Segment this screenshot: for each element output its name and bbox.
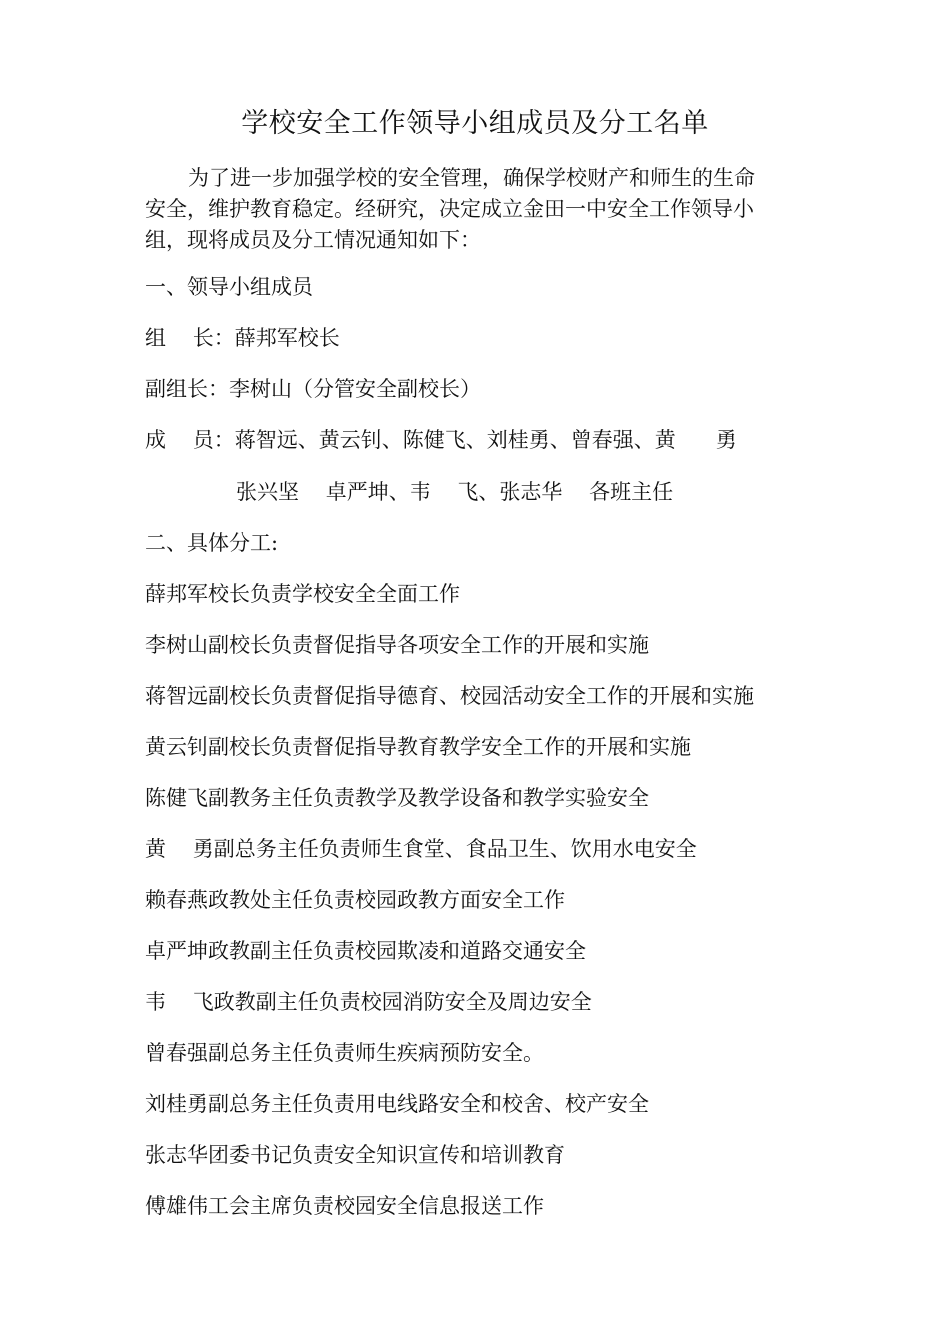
duty-item: 李树山副校长负责督促指导各项安全工作的开展和实施 [145,633,649,657]
deputy-leader-line: 副组长：李树山（分管安全副校长） [145,377,481,401]
duty-item: 刘桂勇副总务主任负责用电线路安全和校舍、校产安全 [145,1092,649,1116]
members-line-continued: 张兴坚 卓严坤、韦 飞、张志华 各班主任 [236,480,674,504]
duty-item: 曾春强副总务主任负责师生疾病预防安全。 [145,1041,544,1065]
duty-item: 傅雄伟工会主席负责校园安全信息报送工作 [145,1194,544,1218]
intro-line: 组，现将成员及分工情况通知如下： [145,228,481,252]
duty-item: 薛邦军校长负责学校安全全面工作 [145,582,460,606]
duty-item: 蒋智远副校长负责督促指导德育、校园活动安全工作的开展和实施 [145,684,754,708]
intro-line: 为了进一步加强学校的安全管理，确保学校财产和师生的生命 [188,166,755,190]
duty-item: 韦 飞政教副主任负责校园消防安全及周边安全 [145,990,592,1014]
duty-item: 张志华团委书记负责安全知识宣传和培训教育 [145,1143,565,1167]
document-title: 学校安全工作领导小组成员及分工名单 [241,108,709,139]
duty-item: 黄 勇副总务主任负责师生食堂、食品卫生、饮用水电安全 [145,837,697,861]
duty-item: 卓严坤政教副主任负责校园欺凌和道路交通安全 [145,939,586,963]
members-line: 成 员：蒋智远、黄云钊、陈健飞、刘桂勇、曾春强、黄 勇 [145,428,737,452]
intro-line: 安全，维护教育稳定。经研究，决定成立金田一中安全工作领导小 [145,197,754,221]
duty-item: 黄云钊副校长负责督促指导教育教学安全工作的开展和实施 [145,735,691,759]
duty-item: 陈健飞副教务主任负责教学及教学设备和教学实验安全 [145,786,649,810]
section-heading-duties: 二、具体分工: [145,531,279,555]
section-heading-members: 一、领导小组成员 [145,275,313,299]
intro-paragraph [145,163,805,256]
duty-item: 赖春燕政教处主任负责校园政教方面安全工作 [145,888,565,912]
group-leader-line: 组 长：薛邦军校长 [145,326,340,350]
